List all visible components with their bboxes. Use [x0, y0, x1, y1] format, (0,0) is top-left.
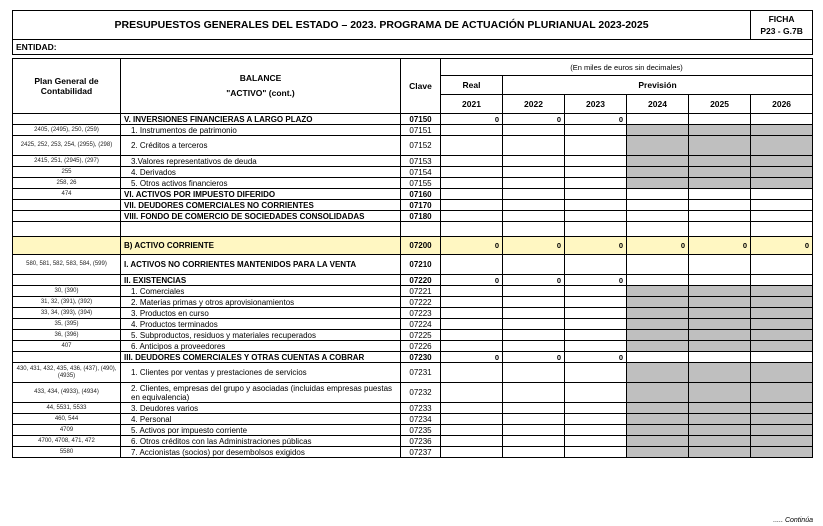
table-row	[13, 308, 813, 319]
pgc-accounts: 430, 431, 432, 435, 436, (437), (490), (4935)	[13, 363, 121, 383]
concept-label: 6. Otros créditos con las Administraciones públicas	[121, 436, 401, 447]
value-cell[interactable]	[441, 308, 503, 319]
value-cell[interactable]	[751, 403, 813, 414]
value-cell[interactable]	[627, 447, 689, 458]
clave-code: 07225	[401, 330, 441, 341]
activo-corriente-clave: 07200	[401, 237, 441, 255]
value-cell[interactable]	[565, 136, 627, 156]
table-row	[13, 211, 813, 222]
value-cell[interactable]	[565, 319, 627, 330]
value-cell[interactable]	[751, 167, 813, 178]
value-cell[interactable]	[503, 308, 565, 319]
value-cell[interactable]	[503, 178, 565, 189]
table-row	[13, 403, 813, 414]
value-cell[interactable]	[627, 341, 689, 352]
clave-code: 07230	[401, 352, 441, 363]
pgc-accounts: 407	[13, 341, 121, 352]
year-2021: 2021	[441, 95, 503, 114]
clave-code: 07170	[401, 200, 441, 211]
pgc-accounts: 2405, (2495), 250, (259)	[13, 125, 121, 136]
spacer-cell	[689, 222, 751, 237]
table-row	[13, 255, 813, 275]
concept-label: 1. Instrumentos de patrimonio	[121, 125, 401, 136]
value-cell[interactable]	[441, 425, 503, 436]
value-cell[interactable]	[627, 330, 689, 341]
value-cell[interactable]	[503, 255, 565, 275]
value-cell[interactable]	[441, 255, 503, 275]
balance-title: BALANCE	[239, 73, 282, 83]
value-cell[interactable]	[565, 436, 627, 447]
value-cell[interactable]	[565, 447, 627, 458]
value-cell[interactable]	[565, 363, 627, 383]
value-cell[interactable]	[441, 136, 503, 156]
pgc-accounts: 474	[13, 189, 121, 200]
concept-label: VII. DEUDORES COMERCIALES NO CORRIENTES	[121, 200, 401, 211]
budget-sheet	[12, 10, 812, 458]
value-cell[interactable]	[689, 425, 751, 436]
clave-code: 07222	[401, 297, 441, 308]
clave-code: 07233	[401, 403, 441, 414]
activo-corriente-group	[13, 237, 813, 255]
pgc-accounts: 433, 434, (4933), (4934)	[13, 383, 121, 403]
value-cell[interactable]	[751, 414, 813, 425]
concept-label: 5. Activos por impuesto corriente	[121, 425, 401, 436]
value-cell[interactable]	[689, 200, 751, 211]
clave-code: 07152	[401, 136, 441, 156]
value-cell[interactable]	[689, 255, 751, 275]
value-cell[interactable]	[503, 319, 565, 330]
pgc-accounts: 33, 34, (393), (394)	[13, 308, 121, 319]
value-cell[interactable]	[751, 156, 813, 167]
value-cell[interactable]	[751, 178, 813, 189]
value-cell[interactable]	[441, 211, 503, 222]
concept-label: 4. Productos terminados	[121, 319, 401, 330]
value-cell[interactable]	[689, 308, 751, 319]
value-cell[interactable]: 0	[689, 237, 751, 255]
value-cell[interactable]	[689, 341, 751, 352]
spacer-cell	[503, 222, 565, 237]
value-cell[interactable]	[503, 363, 565, 383]
value-cell[interactable]	[689, 297, 751, 308]
year-2024: 2024	[627, 95, 689, 114]
value-cell[interactable]	[627, 425, 689, 436]
value-cell[interactable]	[441, 178, 503, 189]
year-2026: 2026	[751, 95, 813, 114]
value-cell[interactable]	[627, 167, 689, 178]
pgc-accounts	[13, 275, 121, 286]
pgc-accounts	[13, 352, 121, 363]
value-cell[interactable]	[503, 383, 565, 403]
value-cell[interactable]	[565, 308, 627, 319]
value-cell[interactable]	[627, 255, 689, 275]
value-cell[interactable]	[751, 286, 813, 297]
spacer-cell	[627, 222, 689, 237]
value-cell[interactable]	[689, 114, 751, 125]
concept-label: 7. Accionistas (socios) por desembolsos exigidos	[121, 447, 401, 458]
concept-label: 1. Comerciales	[121, 286, 401, 297]
pgc-accounts	[13, 211, 121, 222]
table-row	[13, 114, 813, 125]
value-cell[interactable]	[565, 189, 627, 200]
value-cell[interactable]: 0	[627, 237, 689, 255]
concept-label: III. DEUDORES COMERCIALES Y OTRAS CUENTAS A COBRAR	[121, 352, 401, 363]
entidad-label: ENTIDAD:	[13, 40, 813, 55]
clave-code: 07220	[401, 275, 441, 286]
table-row	[13, 178, 813, 189]
clave-code: 07160	[401, 189, 441, 200]
table-row	[13, 125, 813, 136]
value-cell[interactable]	[565, 330, 627, 341]
value-cell[interactable]	[565, 341, 627, 352]
clave-code: 07224	[401, 319, 441, 330]
value-cell[interactable]	[751, 341, 813, 352]
clave-code: 07232	[401, 383, 441, 403]
year-2023: 2023	[565, 95, 627, 114]
value-cell[interactable]	[627, 363, 689, 383]
value-cell[interactable]	[627, 125, 689, 136]
value-cell[interactable]	[627, 352, 689, 363]
value-cell[interactable]	[627, 286, 689, 297]
value-cell[interactable]: 0	[565, 237, 627, 255]
table-row	[13, 189, 813, 200]
balance-header	[121, 59, 401, 114]
pgc-accounts: 30, (390)	[13, 286, 121, 297]
clave-code: 07153	[401, 156, 441, 167]
year-2022: 2022	[503, 95, 565, 114]
concept-label: 5. Otros activos financieros	[121, 178, 401, 189]
value-cell[interactable]	[441, 436, 503, 447]
value-cell[interactable]: 0	[565, 352, 627, 363]
value-cell[interactable]	[689, 125, 751, 136]
value-cell[interactable]	[503, 436, 565, 447]
value-cell[interactable]	[441, 286, 503, 297]
rows-group-2	[13, 255, 813, 458]
value-cell[interactable]	[441, 156, 503, 167]
table-row	[13, 363, 813, 383]
value-cell[interactable]: 0	[503, 275, 565, 286]
value-cell[interactable]	[503, 297, 565, 308]
value-cell[interactable]	[751, 136, 813, 156]
value-cell[interactable]	[751, 330, 813, 341]
ficha-code: P23 - G.7B	[760, 26, 803, 36]
concept-label: 6. Anticipos a proveedores	[121, 341, 401, 352]
pgc-accounts: 2415, 251, (2945), (297)	[13, 156, 121, 167]
value-cell[interactable]	[689, 352, 751, 363]
clave-code: 07155	[401, 178, 441, 189]
form-title: PRESUPUESTOS GENERALES DEL ESTADO – 2023. PROGRAMA DE ACTUACIÓN PLURIANUAL 2023-2025	[13, 11, 751, 40]
value-cell[interactable]	[503, 447, 565, 458]
value-cell[interactable]	[565, 167, 627, 178]
concept-label: 5. Subproductos, residuos y materiales recuperados	[121, 330, 401, 341]
pgc-accounts: 4709	[13, 425, 121, 436]
ficha-label: FICHA	[768, 14, 795, 24]
value-cell[interactable]: 0	[441, 275, 503, 286]
value-cell[interactable]	[689, 136, 751, 156]
value-cell[interactable]	[751, 308, 813, 319]
activo-corriente-label: B) ACTIVO CORRIENTE	[121, 237, 401, 255]
value-cell[interactable]	[503, 403, 565, 414]
table-row	[13, 297, 813, 308]
clave-code: 07231	[401, 363, 441, 383]
value-cell[interactable]	[441, 403, 503, 414]
value-cell[interactable]	[627, 136, 689, 156]
value-cell[interactable]	[627, 308, 689, 319]
value-cell[interactable]	[689, 156, 751, 167]
value-cell[interactable]	[441, 330, 503, 341]
value-cell[interactable]	[689, 383, 751, 403]
concept-label: 4. Personal	[121, 414, 401, 425]
real-header: Real	[441, 76, 503, 95]
value-cell[interactable]	[689, 211, 751, 222]
value-cell[interactable]	[503, 330, 565, 341]
value-cell[interactable]: 0	[441, 352, 503, 363]
value-cell[interactable]	[751, 447, 813, 458]
pgc-accounts: 580, 581, 582, 583, 584, (599)	[13, 255, 121, 275]
value-cell[interactable]	[565, 297, 627, 308]
value-cell[interactable]	[689, 363, 751, 383]
clave-code: 07223	[401, 308, 441, 319]
value-cell[interactable]	[503, 189, 565, 200]
value-cell[interactable]	[565, 425, 627, 436]
value-cell[interactable]	[751, 297, 813, 308]
value-cell[interactable]	[689, 447, 751, 458]
value-cell[interactable]	[627, 383, 689, 403]
value-cell[interactable]	[751, 275, 813, 286]
value-cell[interactable]	[503, 425, 565, 436]
table-row	[13, 167, 813, 178]
value-cell[interactable]	[751, 200, 813, 211]
clave-code: 07226	[401, 341, 441, 352]
value-cell[interactable]: 0	[503, 114, 565, 125]
table-row	[13, 286, 813, 297]
value-cell[interactable]	[503, 167, 565, 178]
pgc-accounts	[13, 200, 121, 211]
value-cell[interactable]	[441, 319, 503, 330]
clave-code: 07154	[401, 167, 441, 178]
value-cell[interactable]	[565, 255, 627, 275]
value-cell[interactable]	[689, 286, 751, 297]
value-cell[interactable]	[751, 211, 813, 222]
pgc-accounts: 460, 544	[13, 414, 121, 425]
value-cell[interactable]: 0	[503, 352, 565, 363]
clave-code: 07180	[401, 211, 441, 222]
pgc-accounts	[13, 114, 121, 125]
concept-label: 2. Créditos a terceros	[121, 136, 401, 156]
concept-label: II. EXISTENCIAS	[121, 275, 401, 286]
pgc-accounts: 36, (396)	[13, 330, 121, 341]
table-row	[13, 275, 813, 286]
spacer-cell	[565, 222, 627, 237]
pgc-accounts: 4700, 4708, 471, 472	[13, 436, 121, 447]
clave-code: 07234	[401, 414, 441, 425]
value-cell[interactable]	[627, 414, 689, 425]
spacer-cell	[441, 222, 503, 237]
table-row	[13, 447, 813, 458]
value-cell[interactable]	[627, 211, 689, 222]
table-row	[13, 319, 813, 330]
units-note: (En miles de euros sin decimales)	[441, 59, 813, 76]
value-cell[interactable]: 0	[565, 275, 627, 286]
spacer-cell	[401, 222, 441, 237]
value-cell[interactable]	[565, 200, 627, 211]
value-cell[interactable]	[503, 341, 565, 352]
value-cell[interactable]	[565, 286, 627, 297]
value-cell[interactable]	[627, 319, 689, 330]
value-cell[interactable]	[565, 156, 627, 167]
value-cell[interactable]	[503, 125, 565, 136]
value-cell[interactable]: 0	[751, 237, 813, 255]
value-cell[interactable]	[751, 383, 813, 403]
value-cell[interactable]	[441, 297, 503, 308]
table-row	[13, 414, 813, 425]
table-row	[13, 330, 813, 341]
value-cell[interactable]: 0	[441, 237, 503, 255]
value-cell[interactable]	[565, 178, 627, 189]
value-cell[interactable]	[751, 189, 813, 200]
pgc-accounts: 5580	[13, 447, 121, 458]
year-2025: 2025	[689, 95, 751, 114]
value-cell[interactable]	[441, 167, 503, 178]
value-cell[interactable]	[627, 297, 689, 308]
concept-label: 3. Deudores varios	[121, 403, 401, 414]
value-cell[interactable]	[503, 200, 565, 211]
activo-corriente-row	[13, 237, 813, 255]
value-cell[interactable]	[689, 275, 751, 286]
clave-header: Clave	[401, 59, 441, 114]
concept-label: VI. ACTIVOS POR IMPUESTO DIFERIDO	[121, 189, 401, 200]
clave-code: 07150	[401, 114, 441, 125]
value-cell[interactable]	[689, 178, 751, 189]
pgc-accounts: 35, (395)	[13, 319, 121, 330]
prevision-header: Previsión	[503, 76, 813, 95]
value-cell[interactable]	[441, 414, 503, 425]
pgc-accounts: 44, 5531, 5533	[13, 403, 121, 414]
pgc-accounts: 255	[13, 167, 121, 178]
value-cell[interactable]	[503, 414, 565, 425]
pgc-accounts: 258, 26	[13, 178, 121, 189]
clave-code: 07237	[401, 447, 441, 458]
value-cell[interactable]	[751, 125, 813, 136]
value-cell[interactable]	[751, 114, 813, 125]
value-cell[interactable]	[751, 319, 813, 330]
clave-code: 07221	[401, 286, 441, 297]
table-row	[13, 156, 813, 167]
spacer-cell	[121, 222, 401, 237]
value-cell[interactable]	[627, 156, 689, 167]
value-cell[interactable]	[689, 436, 751, 447]
value-cell[interactable]	[627, 189, 689, 200]
concept-label: 4. Derivados	[121, 167, 401, 178]
value-cell[interactable]	[565, 125, 627, 136]
concept-label: I. ACTIVOS NO CORRIENTES MANTENIDOS PARA LA VENTA	[121, 255, 401, 275]
value-cell[interactable]	[503, 286, 565, 297]
value-cell[interactable]	[441, 200, 503, 211]
value-cell[interactable]	[689, 414, 751, 425]
header-table	[12, 10, 813, 458]
clave-code: 07235	[401, 425, 441, 436]
value-cell[interactable]	[565, 414, 627, 425]
balance-subtitle: "ACTIVO" (cont.)	[226, 88, 295, 98]
value-cell[interactable]	[441, 341, 503, 352]
concept-label: V. INVERSIONES FINANCIERAS A LARGO PLAZO	[121, 114, 401, 125]
rows-group-1	[13, 114, 813, 222]
value-cell[interactable]	[751, 436, 813, 447]
value-cell[interactable]	[441, 363, 503, 383]
value-cell[interactable]	[751, 352, 813, 363]
concept-label: VIII. FONDO DE COMERCIO DE SOCIEDADES CONSOLIDADAS	[121, 211, 401, 222]
ficha-box	[751, 11, 813, 40]
concept-label: 1. Clientes por ventas y prestaciones de servicios	[121, 363, 401, 383]
value-cell[interactable]	[441, 189, 503, 200]
value-cell[interactable]	[627, 403, 689, 414]
table-row	[13, 341, 813, 352]
clave-code: 07151	[401, 125, 441, 136]
value-cell[interactable]: 0	[565, 114, 627, 125]
value-cell[interactable]	[751, 255, 813, 275]
value-cell[interactable]	[689, 167, 751, 178]
value-cell[interactable]	[441, 447, 503, 458]
value-cell[interactable]	[565, 383, 627, 403]
concept-label: 3.Valores representativos de deuda	[121, 156, 401, 167]
value-cell[interactable]	[689, 189, 751, 200]
pgc-header: Plan General de Contabilidad	[13, 59, 121, 114]
pgc-accounts: 2425, 252, 253, 254, (2955), (298)	[13, 136, 121, 156]
value-cell[interactable]	[689, 403, 751, 414]
value-cell[interactable]	[441, 383, 503, 403]
value-cell[interactable]	[751, 363, 813, 383]
clave-code: 07210	[401, 255, 441, 275]
value-cell[interactable]	[565, 211, 627, 222]
value-cell[interactable]	[627, 200, 689, 211]
value-cell[interactable]	[689, 330, 751, 341]
pgc-cell	[13, 237, 121, 255]
value-cell[interactable]	[751, 425, 813, 436]
value-cell[interactable]	[689, 319, 751, 330]
value-cell[interactable]: 0	[503, 237, 565, 255]
table-row	[13, 425, 813, 436]
clave-code: 07236	[401, 436, 441, 447]
table-row	[13, 383, 813, 403]
concept-label: 2. Clientes, empresas del grupo y asociadas (incluidas empresas puestas en equivalencia)	[121, 383, 401, 403]
value-cell[interactable]	[627, 178, 689, 189]
value-cell[interactable]	[565, 403, 627, 414]
value-cell[interactable]	[503, 211, 565, 222]
value-cell[interactable]	[627, 114, 689, 125]
table-row	[13, 436, 813, 447]
value-cell[interactable]	[627, 436, 689, 447]
concept-label: 2. Materias primas y otros aprovisionamientos	[121, 297, 401, 308]
continua-note: ..... Continúa	[773, 517, 813, 524]
table-row	[13, 136, 813, 156]
spacer-cell	[13, 222, 121, 237]
spacer-group	[13, 222, 813, 237]
concept-label: 3. Productos en curso	[121, 308, 401, 319]
value-cell[interactable]	[627, 275, 689, 286]
value-cell[interactable]	[441, 125, 503, 136]
table-row	[13, 200, 813, 211]
table-row	[13, 352, 813, 363]
spacer-cell	[751, 222, 813, 237]
value-cell[interactable]	[503, 156, 565, 167]
value-cell[interactable]	[503, 136, 565, 156]
value-cell[interactable]: 0	[441, 114, 503, 125]
pgc-accounts: 31, 32, (391), (392)	[13, 297, 121, 308]
